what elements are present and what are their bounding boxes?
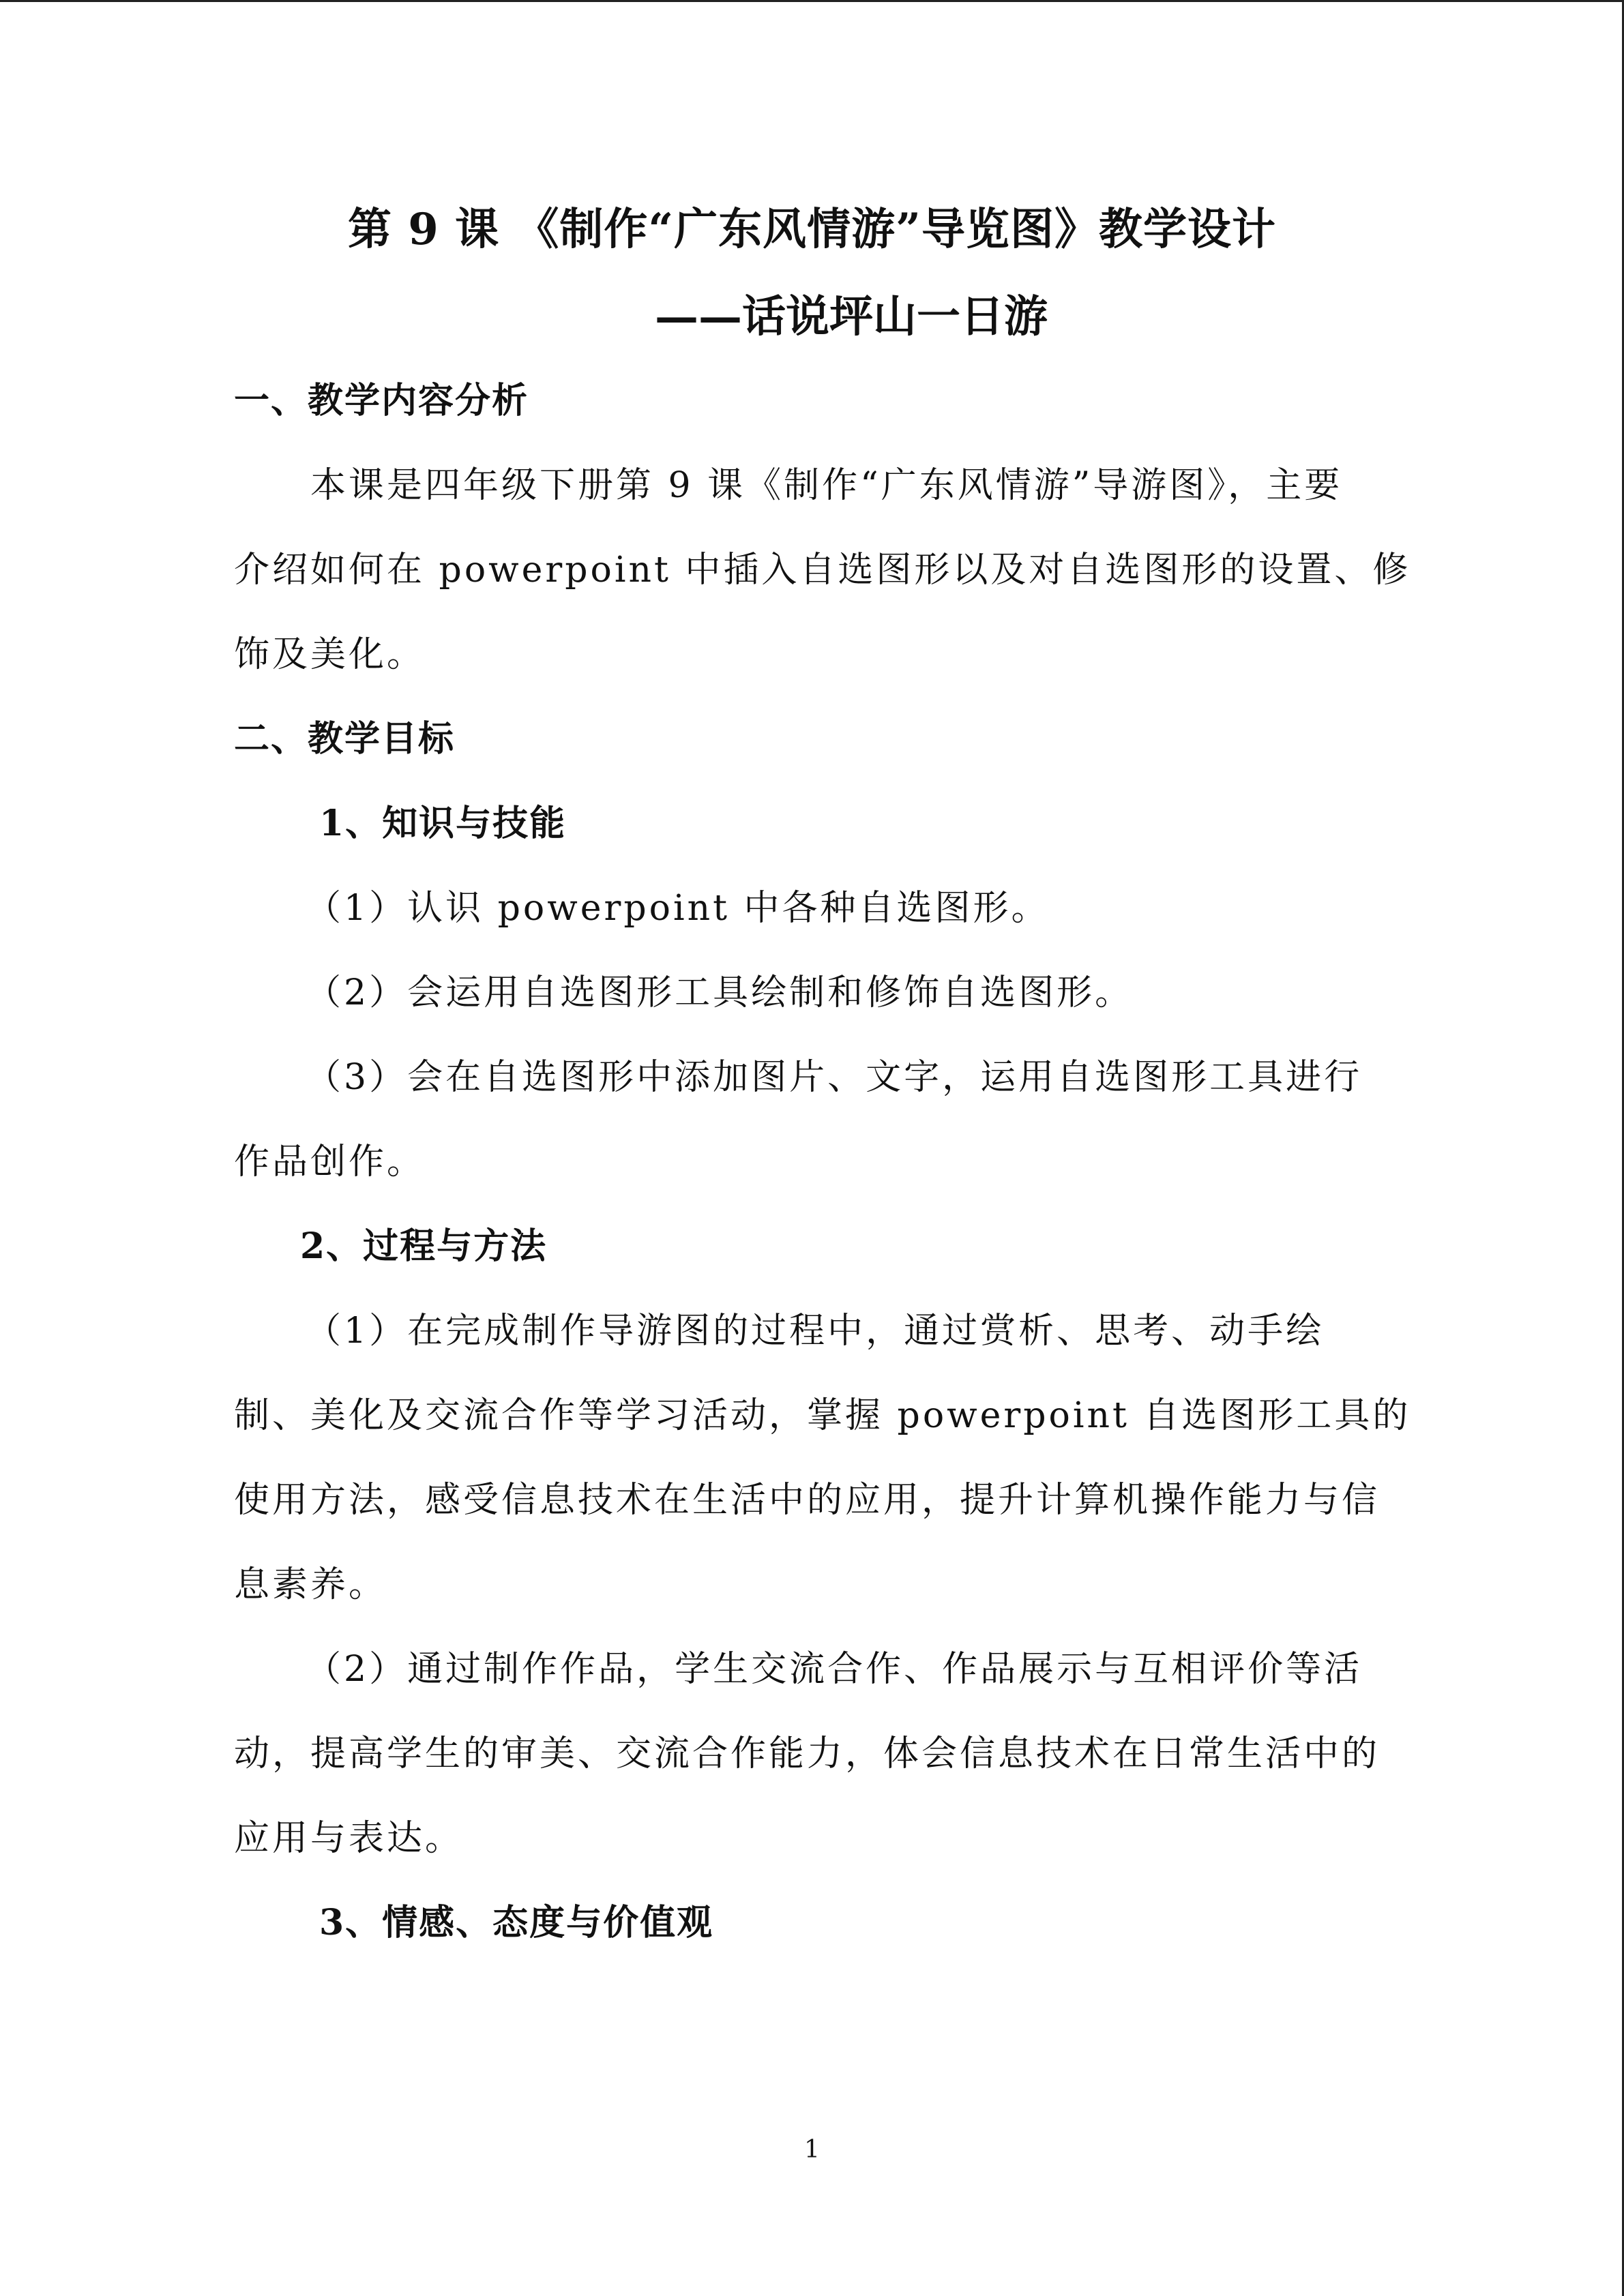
list-item: （2）会运用自选图形工具绘制和修饰自选图形。 — [306, 972, 1134, 1013]
list-item: （1）认识 powerpoint 中各种自选图形。 — [306, 888, 1050, 929]
list-item-continuation: 动，提高学生的审美、交流合作能力，体会信息技术在日常生活中的 — [234, 1733, 1381, 1774]
list-item-continuation: 使用方法，感受信息技术在生活中的应用，提升计算机操作能力与信 — [234, 1480, 1381, 1521]
list-item-continuation: 息素养。 — [234, 1564, 387, 1605]
list-item: （3）会在自选图形中添加图片、文字，运用自选图形工具进行 — [306, 1057, 1363, 1098]
page-title: 第 9 课 《制作“广东风情游”导览图》教学设计 — [348, 204, 1276, 255]
page-number: 1 — [804, 2136, 820, 2164]
page-top-border — [0, 0, 1624, 2]
page-subtitle: ——话说坪山一日游 — [655, 291, 1048, 342]
list-item-continuation: 作品创作。 — [234, 1142, 426, 1182]
list-item-continuation: 制、美化及交流合作等学习活动，掌握 powerpoint 自选图形工具的 — [234, 1395, 1411, 1436]
paragraph-line: 介绍如何在 powerpoint 中插入自选图形以及对自选图形的设置、修 — [234, 550, 1411, 591]
paragraph-line: 本课是四年级下册第 9 课《制作“广东风情游”导游图》，主要 — [310, 465, 1343, 506]
list-item-continuation: 应用与表达。 — [234, 1818, 464, 1859]
subheading-knowledge-skills: 1、知识与技能 — [319, 803, 567, 844]
subheading-attitudes-values: 3、情感、态度与价值观 — [319, 1902, 714, 1943]
list-item: （2）通过制作作品，学生交流合作、作品展示与互相评价等活 — [306, 1649, 1363, 1690]
section-heading-objectives: 二、教学目标 — [234, 718, 456, 760]
list-item: （1）在完成制作导游图的过程中，通过赏析、思考、动手绘 — [306, 1311, 1325, 1352]
section-heading-content-analysis: 一、教学内容分析 — [234, 380, 529, 421]
paragraph-line: 饰及美化。 — [234, 634, 426, 675]
subheading-process-methods: 2、过程与方法 — [300, 1225, 548, 1267]
